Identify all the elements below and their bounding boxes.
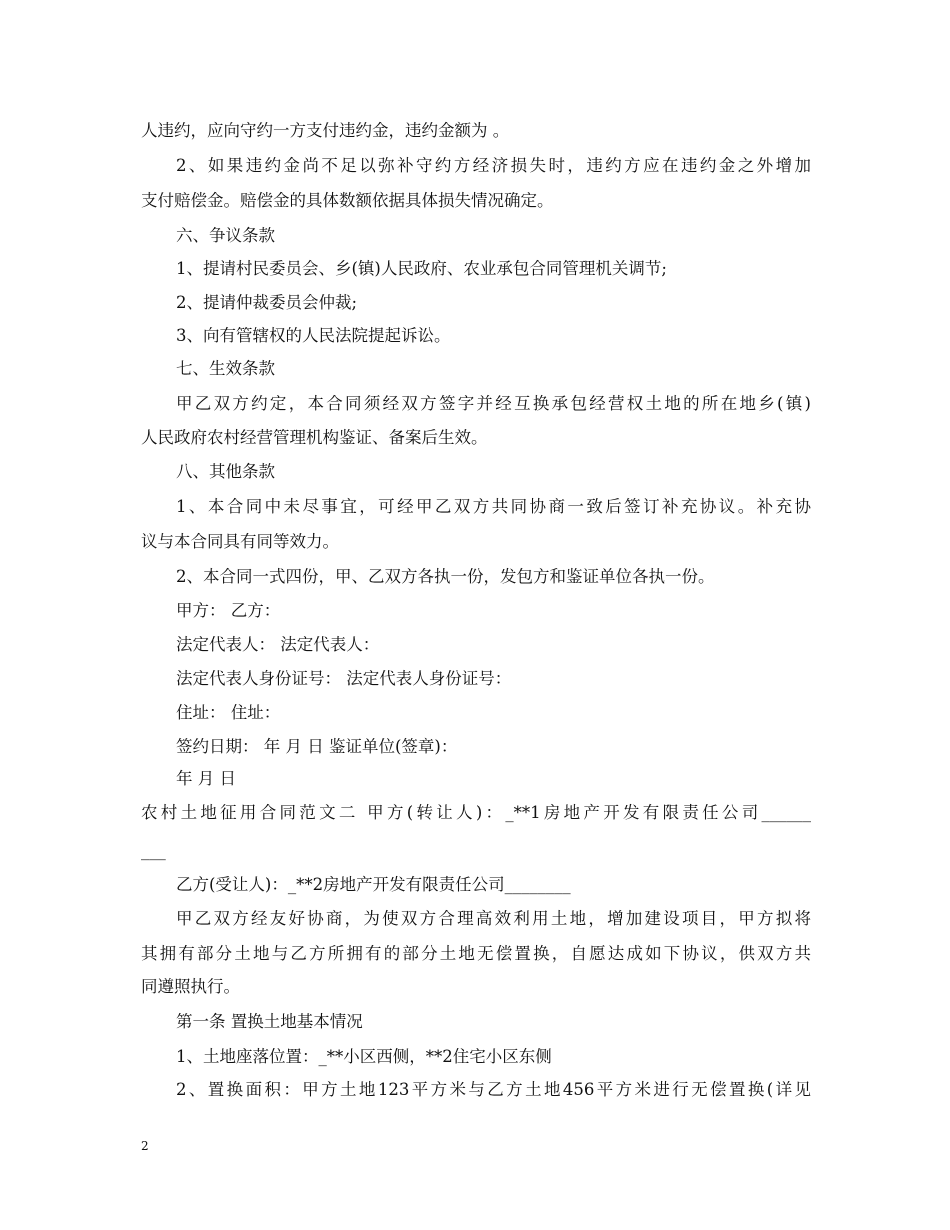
- text-line: 2、如果违约金尚不足以弥补守约方经济损失时，违约方应在违约金之外增加: [176, 156, 811, 175]
- signature-line: 住址： 住址：: [176, 703, 281, 722]
- text-line: 同遵照执行。: [141, 977, 240, 996]
- signature-line: 法定代表人： 法定代表人：: [176, 635, 380, 654]
- section-heading: 七、生效条款: [176, 359, 275, 378]
- text-line: 1、本合同中未尽事宜，可经甲乙双方共同协商一致后签订补充协议。补充协: [176, 497, 811, 516]
- text-line: ___: [141, 841, 166, 860]
- text-line: 乙方(受让人)：_**2房地产开发有限责任公司________: [176, 875, 571, 894]
- text-line: 2、置换面积：甲方土地123平方米与乙方土地456平方米进行无偿置换(详见: [176, 1080, 811, 1099]
- signature-line: 签约日期： 年 月 日 鉴证单位(签章)：: [176, 737, 458, 756]
- text-line: 支付赔偿金。赔偿金的具体数额依据具体损失情况确定。: [141, 191, 554, 210]
- text-line: 2、本合同一式四份，甲、乙双方各执一份，发包方和鉴证单位各执一份。: [176, 567, 715, 586]
- date-line: 年 月 日: [176, 769, 236, 788]
- section-heading: 六、争议条款: [176, 226, 275, 245]
- text-line: 1、土地座落位置：_**小区西侧，**2住宅小区东侧: [176, 1047, 552, 1066]
- signature-line: 甲方： 乙方：: [176, 601, 281, 620]
- text-line: 甲乙双方约定，本合同须经双方签字并经互换承包经营权土地的所在地乡(镇): [176, 394, 811, 413]
- signature-line: 法定代表人身份证号： 法定代表人身份证号：: [176, 669, 512, 688]
- text-line: 2、提请仲裁委员会仲裁;: [176, 293, 358, 312]
- text-line: 议与本合同具有同等效力。: [141, 532, 339, 551]
- section-heading: 第一条 置换土地基本情况: [176, 1012, 363, 1031]
- section-heading: 八、其他条款: [176, 462, 275, 481]
- text-line: 其拥有部分土地与乙方所拥有的部分土地无偿置换，自愿达成如下协议，供双方共: [141, 944, 811, 963]
- text-line: 甲乙双方经友好协商，为使双方合理高效利用土地，增加建设项目，甲方拟将: [176, 909, 811, 928]
- text-line: 3、向有管辖权的人民法院提起诉讼。: [176, 326, 451, 345]
- text-line: 1、提请村民委员会、乡(镇)人民政府、农业承包合同管理机关调节;: [176, 259, 667, 278]
- text-line: 农村土地征用合同范文二 甲方(转让人)：_**1房地产开发有限责任公司______: [141, 803, 811, 822]
- text-line: 人违约，应向守约一方支付违约金，违约金额为 。: [141, 121, 510, 140]
- page-number: 2: [141, 1139, 149, 1153]
- text-line: 人民政府农村经营管理机构鉴证、备案后生效。: [141, 428, 488, 447]
